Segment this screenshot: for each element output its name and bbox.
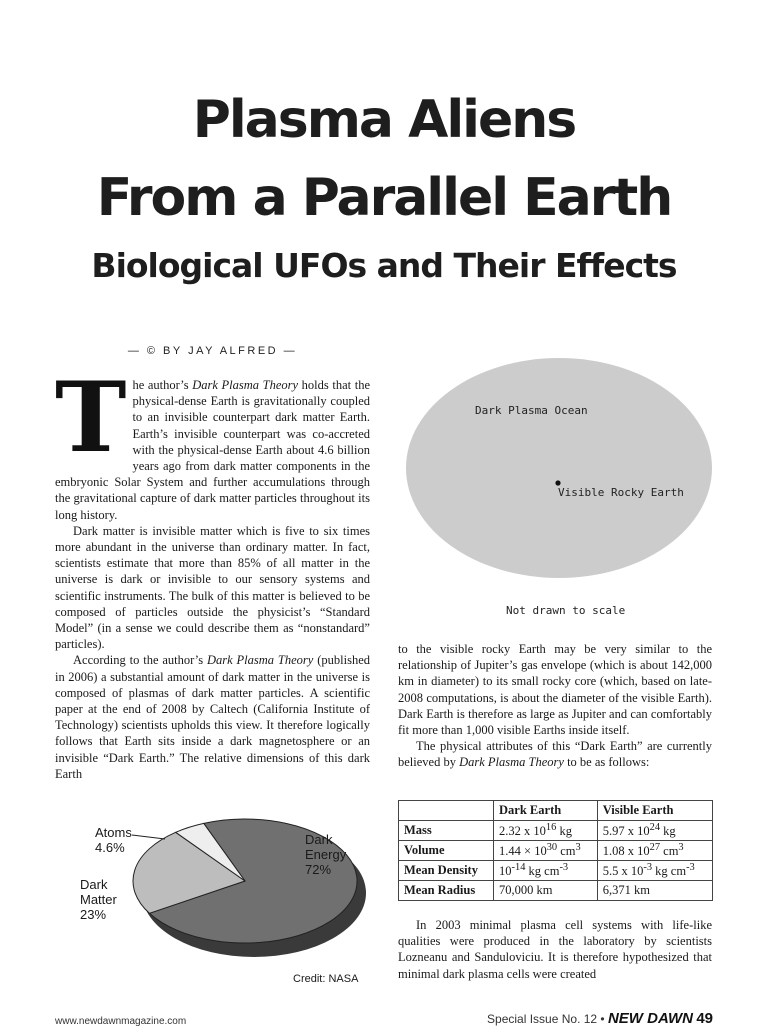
unit-exponent: -3 [559, 862, 569, 874]
paragraph-3-rest: (published in 2006) a substantial amount of dark matter in the universe is composed of plasmas of dark matter particles. A scientific paper at the end of 2008 by Caltech (California Institute of Technology) scientists upholds this view. It therefore logically follows that Earth sits inside a dark magnetosphere or an invisible “Dark Earth.” The relative dimensions of this dark Earth [55, 653, 370, 781]
dark-energy-label-line1: Dark [305, 832, 333, 847]
cell-visible-volume [597, 841, 712, 861]
paragraph-5-start: The physical attributes of this “Dark Earth” are currently believed by [398, 739, 712, 770]
visible-earth-dot [555, 480, 560, 485]
row-label-mass: Mass [399, 821, 494, 841]
paragraph-1-rest: holds that the physical-dense Earth is gravitationally coupled to an invisible counterpart dark matter Earth. Earth’s invisible counterpart was co-accreted with the physical-dense Earth about 4.6 billion years ago from dark matter components in the embryonic Solar System and further accumulations through the gravitational capture of dark matter particles throughout its long history. [55, 378, 370, 522]
diagram-graphic [400, 350, 712, 620]
row-label-mean-density: Mean Density [399, 861, 494, 881]
drop-cap: T [55, 361, 127, 474]
row-label-volume: Volume [399, 841, 494, 861]
paragraph-5-rest: to be as follows: [563, 755, 650, 770]
value: 5.5 x 10 [602, 864, 644, 879]
paragraph-3-emphasis: Dark Plasma Theory [206, 653, 314, 668]
right-column-bottom [398, 917, 712, 982]
paragraph-5-emphasis: Dark Plasma Theory [459, 755, 564, 770]
value: 5.97 x 10 [602, 824, 650, 839]
exponent: 27 [649, 842, 661, 854]
dark-energy-label [305, 832, 346, 877]
right-column [398, 641, 712, 771]
row-label-mean-radius: Mean Radius [399, 881, 494, 901]
footer-magazine-name: NEW DAWN [607, 1010, 693, 1027]
table-row [399, 881, 713, 901]
paragraph-6: In 2003 minimal plasma cell systems with life-like qualities were produced in the laboratory by scientists Lozneanu and Sanduloviciu. It is therefore hypothesized that minimal dark plasma cells were created [398, 918, 712, 981]
atoms-label [95, 825, 132, 855]
dark-plasma-ocean-shape [406, 358, 712, 578]
dark-earth-diagram [400, 350, 712, 620]
unit: cm [557, 844, 576, 859]
dark-matter-label-line1: Dark [80, 877, 108, 892]
unit-exponent: -3 [686, 862, 695, 874]
article-subtitle: Biological UFOs and Their Effects [91, 246, 677, 285]
footer-page-info [487, 1010, 713, 1027]
dark-matter-label-line2: Matter [80, 892, 117, 907]
paragraph-4: to the visible rocky Earth may be very similar to the relationship of Jupiter’s gas envelope (which is about 142,000 km in diameter) to its small rocky core (which, based on late-2008 computations, is about the diameter of the visible Earth). Dark Earth is therefore as large as Jupiter and can comfortably fit more than 1,000 visible Earths inside itself. [398, 642, 712, 738]
cell-visible-radius: 6,371 km [597, 881, 712, 901]
footer-bullet: • [600, 1012, 605, 1026]
left-column [55, 361, 370, 782]
atoms-leader-line [132, 835, 165, 839]
exponent: 24 [649, 822, 661, 833]
unit: kg [556, 824, 572, 839]
paragraph-1 [55, 361, 370, 523]
footer-issue: Special Issue No. 12 [487, 1012, 598, 1026]
atoms-label-text: Atoms [95, 825, 132, 840]
table-header-dark-earth: Dark Earth [494, 801, 598, 821]
footer-page-number: 49 [696, 1010, 713, 1027]
cell-dark-density [494, 861, 598, 881]
unit: kg cm [525, 864, 560, 879]
table-header-row [399, 801, 713, 821]
diagram-caption: Not drawn to scale [506, 604, 626, 617]
paragraph-3-start: According to the author’s [73, 653, 207, 668]
attributes-table [398, 800, 713, 901]
visible-rocky-earth-label: Visible Rocky Earth [558, 486, 684, 499]
paragraph-1-start: he author’s [132, 378, 193, 392]
unit: kg [660, 824, 676, 839]
dark-energy-label-line2: Energy [305, 847, 347, 862]
dark-plasma-ocean-label: Dark Plasma Ocean [475, 404, 588, 417]
value: 2.32 x 10 [499, 824, 546, 839]
atoms-label-value: 4.6% [95, 840, 125, 855]
article-title-line-2: From a Parallel Earth [96, 168, 672, 228]
exponent: 30 [546, 842, 558, 854]
table-header-empty [399, 801, 494, 821]
unit-exponent: 3 [575, 842, 581, 854]
cell-dark-volume [494, 841, 598, 861]
universe-composition-pie [55, 815, 375, 990]
table-header-visible-earth: Visible Earth [597, 801, 712, 821]
table-row [399, 861, 713, 881]
unit: kg cm [652, 864, 687, 879]
cell-dark-radius: 70,000 km [494, 881, 598, 901]
cell-visible-density [597, 861, 712, 881]
value: 1.44 × 10 [499, 844, 547, 859]
paragraph-1-emphasis: Dark Plasma Theory [192, 378, 299, 392]
paragraph-5 [398, 738, 712, 770]
pie-credit: Credit: NASA [293, 973, 359, 985]
dark-matter-label-value: 23% [80, 907, 107, 922]
footer-url: www.newdawnmagazine.com [55, 1016, 187, 1027]
exponent: -3 [643, 862, 653, 874]
exponent: -14 [511, 862, 526, 874]
paragraph-2: Dark matter is invisible matter which is five to six times more abundant in the universe than ordinary matter. In fact, scientists estimate that more than 85% of all matter in the universe is dark or invisible to our sensory systems and scientific instruments. The bulk of this matter is believed to be composed of particles outside the physicist’s “Standard Model” (in a sense we could describe them as “nonstandard” particles). [55, 523, 370, 652]
article-title-line-1: Plasma Aliens [192, 90, 576, 150]
dark-energy-label-value: 72% [305, 862, 332, 877]
exponent: 16 [545, 822, 557, 833]
cell-dark-mass [494, 821, 598, 841]
dark-matter-label [80, 877, 117, 922]
table-row [399, 841, 713, 861]
value: 10 [499, 864, 512, 879]
table-row [399, 821, 713, 841]
unit-exponent: 3 [678, 842, 684, 854]
byline: — © BY JAY ALFRED — [127, 345, 298, 357]
paragraph-3 [55, 652, 370, 782]
value: 1.08 x 10 [602, 844, 650, 859]
cell-visible-mass [597, 821, 712, 841]
unit: cm [660, 844, 679, 859]
